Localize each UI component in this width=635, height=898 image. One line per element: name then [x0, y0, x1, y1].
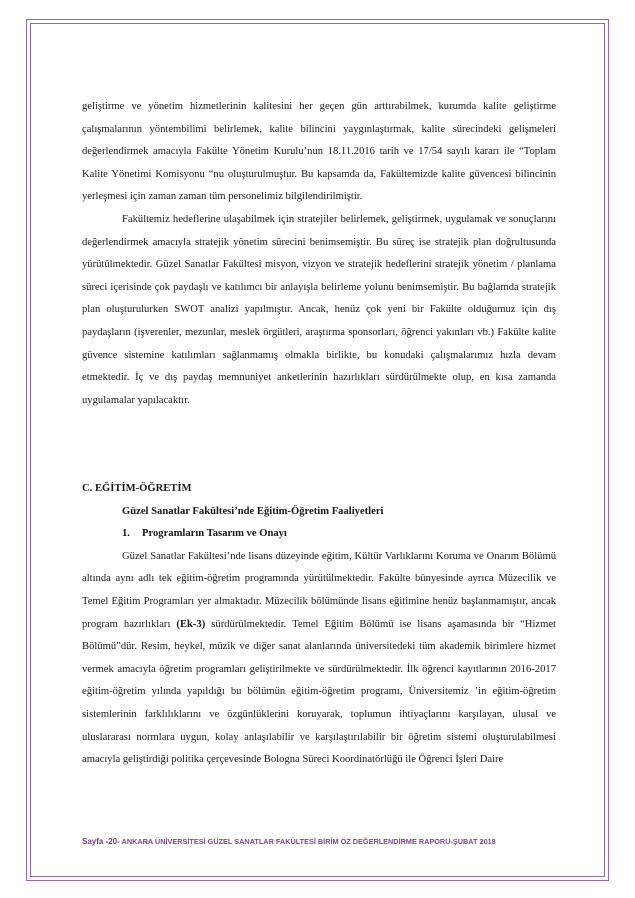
numbered-heading	[82, 523, 556, 546]
item-title: Programların Tasarım ve Onayı	[142, 528, 287, 540]
paragraph-programs	[82, 546, 556, 772]
section-subheading: Güzel Sanatlar Fakültesi’nde Eğitim-Öğretim Faaliyetleri	[122, 505, 384, 517]
body-part2: sürdürülmektedir. Temel Eğitim Bölümü ise lisans aşamasında bir “Hizmet Bölümü”dür. Resim, heykel, müzik ve diğer sanat alanlarında üniversitedeki tüm akademik birimlere hizmet vermek amacıyla öğretim programları geliştirilmekte ve sürdürülmektedir. İlk öğrenci kayıtlarının 2016-2017 eğitim-öğretim yılında yapıldığı bu bölümün eğitim-öğretim programı, Üniversitemiz ’in eğitim-öğretim sistemlerinin farklılıklarını ve özgünlüklerini koruyarak, toplumun ihtiyaçlarını karşılayan, ulusal ve uluslararası normlara uygun, kolay anlaşılabilir ve karşılaştırılabilir bir öğretim sistemi oluşturulabilmesi amacıyla geliştirdiği politika çerçevesinde Bologna Süreci Koordinatörlüğü ile Öğrenci İşleri Daire	[82, 618, 556, 766]
page-number: Sayfa -20-	[82, 837, 120, 846]
section-heading: C. EĞİTİM-ÖĞRETİM	[82, 483, 192, 494]
page-footer	[82, 837, 556, 846]
paragraph-quality-commission: geliştirme ve yönetim hizmetlerinin kalitesini her geçen gün arttırabilmek, kurumda kalite geliştirme çalışmalarının yöntembilimi belirlemek, kalite bilincini yaygınlaştırmak, kalite sürecindeki gelişmeleri değerlendirmek amacıyla Fakülte Yönetim Kurulu’nun 18.11.2016 tarih ve 17/54 sayılı kararı ile “Toplam Kalite Yönetimi Komisyonu “nu oluşturulmuştur. Bu kapsamda da, Fakültemizde kalite güvencesi bilincinin yerleşmesi için zaman zaman tüm personelimiz bilgilendirilmiştir.	[82, 101, 556, 203]
annex-reference: (Ek-3)	[176, 618, 206, 630]
body-text-top	[82, 96, 556, 412]
section-education	[82, 478, 556, 772]
report-title: ANKARA ÜNİVERSİTESİ GÜZEL SANATLAR FAKÜLTESİ BİRİM ÖZ DEĞERLENDİRME RAPORU-ŞUBAT 2018	[119, 837, 496, 846]
paragraph-strategic-plan: Fakültemiz hedeflerine ulaşabilmek için stratejiler belirlemek, geliştirmek, uygulamak ve sonuçlarını değerlendirmek amacıyla stratejik yönetim sürecini benimsemiştir. Bu süreç ise stratejik plan doğrultusunda yürütülmektedir. Güzel Sanatlar Fakültesi misyon, vizyon ve stratejik hedeflerini stratejik yönetim / planlama süreci içerisinde çok paydaşlı ve katılımcı bir anlayışla belirleme yolunu benimsemiştir. Bu bağlamda stratejik plan oluşturulurken SWOT analizi yapılmıştır. Ancak, henüz çok yeni bir Fakülte olduğumuz için dış paydaşların (işverenler, mezunlar, meslek örgütleri, araştırma sponsorları, öğrenci yakınları vb.) Fakülte kalite güvence sistemine katılımları sağlanmamış olmakla birlikte, bu konudaki çalışmalarımız hızla devam etmektedir. İç ve dış paydaş memnuniyet anketlerinin hazırlıkları sürdürülmekte olup, en kısa zamanda uygulamalar yapılacaktır.	[82, 213, 556, 406]
item-number: 1.	[122, 528, 130, 540]
body-part1: Güzel Sanatlar Fakültesi’nde lisans düzeyinde eğitim, Kültür Varlıklarını Koruma ve Onarım Bölümü altında aynı adlı tek eğitim-öğretim programında yürütülmektedir. Fakülte bünyesinde ayrıca Müzecilik ve Temel Eğitim Programları yer almaktadır. Müzecilik bölümünde lisans eğitimine henüz başlanmamıştır, ancak program hazırlıkları	[82, 550, 556, 630]
